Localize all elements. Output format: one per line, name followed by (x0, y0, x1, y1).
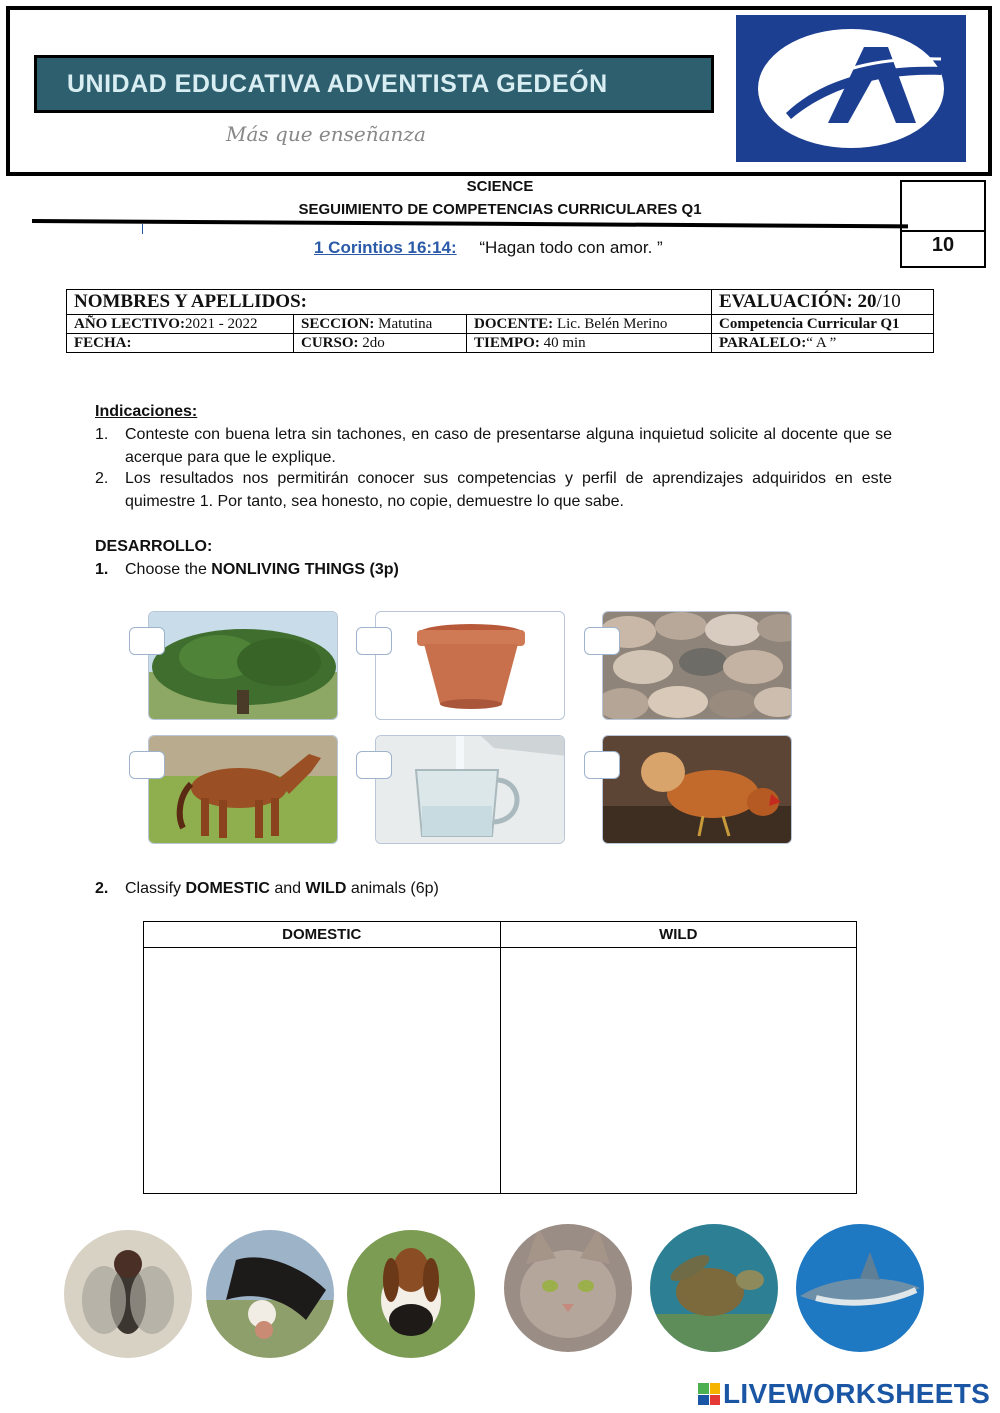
domestic-drop-zone[interactable] (144, 948, 501, 1194)
parallel-cell: PARALELO:“ A ” (712, 334, 934, 353)
question-2-text: Classify DOMESTIC and WILD animals (6p) (125, 880, 439, 897)
verse-reference[interactable]: 1 Corintios 16:14: (314, 238, 457, 257)
instruction-number: 1. (95, 426, 109, 443)
answer-checkbox[interactable] (129, 751, 165, 779)
document-subtitle: SEGUIMIENTO DE COMPETENCIAS CURRICULARES Q1 (298, 201, 702, 218)
hen-image (602, 735, 792, 844)
instruction-text: Los resultados nos permitirán conocer sus competencias y perfil de aprendizajes adquiridos en este quimestre 1. Por tanto, sea honesto, no copie, demuestre lo que sabe. (125, 470, 892, 510)
shark-image[interactable] (796, 1224, 924, 1352)
answer-checkbox[interactable] (356, 751, 392, 779)
instruction-number: 2. (95, 470, 109, 487)
domestic-header: DOMESTIC (144, 922, 501, 948)
development-title: DESARROLLO: (95, 538, 213, 555)
names-cell[interactable]: NOMBRES Y APELLIDOS: (67, 290, 712, 315)
answer-checkbox[interactable] (584, 627, 620, 655)
question-number: 1. (95, 561, 109, 578)
evaluation-cell: EVALUACIÓN: 20/10 (712, 290, 934, 315)
tree-image (148, 611, 338, 720)
bible-verse (314, 238, 663, 258)
adventist-a-logo-icon (736, 15, 966, 162)
liveworksheets-logo[interactable] (698, 1378, 990, 1410)
stones-image (602, 611, 792, 720)
date-cell[interactable]: FECHA: (67, 334, 294, 353)
fly-image[interactable] (64, 1230, 192, 1358)
verse-text: “Hagan todo con amor. ” (479, 238, 663, 257)
water-jug-image (375, 735, 565, 844)
subject-title: SCIENCE (466, 178, 534, 195)
answer-checkbox[interactable] (356, 627, 392, 655)
question-1-text: Choose the NONLIVING THINGS (3p) (125, 561, 399, 578)
score-value: 10 (931, 234, 955, 256)
time-cell: TIEMPO: 40 min (467, 334, 712, 353)
question-number: 2. (95, 880, 109, 897)
student-info-table (66, 289, 934, 353)
competence-cell: Competencia Curricular Q1 (712, 315, 934, 334)
liveworksheets-brand: LIVEWORKSHEETS (723, 1378, 991, 1409)
school-slogan: Más que enseñanza (226, 122, 426, 146)
instructions-title: Indicaciones: (95, 403, 198, 420)
liveworksheets-icon (698, 1383, 720, 1405)
condor-image[interactable] (206, 1230, 334, 1358)
classification-table (143, 921, 857, 1194)
teacher-cell: DOCENTE: Lic. Belén Merino (467, 315, 712, 334)
score-divider (900, 230, 986, 232)
horse-image (148, 735, 338, 844)
header-divider (32, 219, 908, 228)
school-year-cell: AÑO LECTIVO:2021 - 2022 (67, 315, 294, 334)
sea-turtle-image[interactable] (650, 1224, 778, 1352)
basset-dog-image[interactable] (347, 1230, 475, 1358)
wild-header: WILD (500, 922, 857, 948)
section-cell: SECCION: Matutina (294, 315, 467, 334)
cat-image[interactable] (504, 1224, 632, 1352)
answer-checkbox[interactable] (129, 627, 165, 655)
clay-pot-image (375, 611, 565, 720)
school-name: UNIDAD EDUCATIVA ADVENTISTA GEDEÓN (67, 69, 608, 98)
course-cell: CURSO: 2do (294, 334, 467, 353)
school-banner (34, 55, 714, 113)
answer-checkbox[interactable] (584, 751, 620, 779)
instruction-text: Conteste con buena letra sin tachones, en caso de presentarse alguna inquietud solicite al docente que se acerque para que le explique. (125, 426, 892, 466)
divider-tick (142, 224, 143, 234)
wild-drop-zone[interactable] (500, 948, 857, 1194)
